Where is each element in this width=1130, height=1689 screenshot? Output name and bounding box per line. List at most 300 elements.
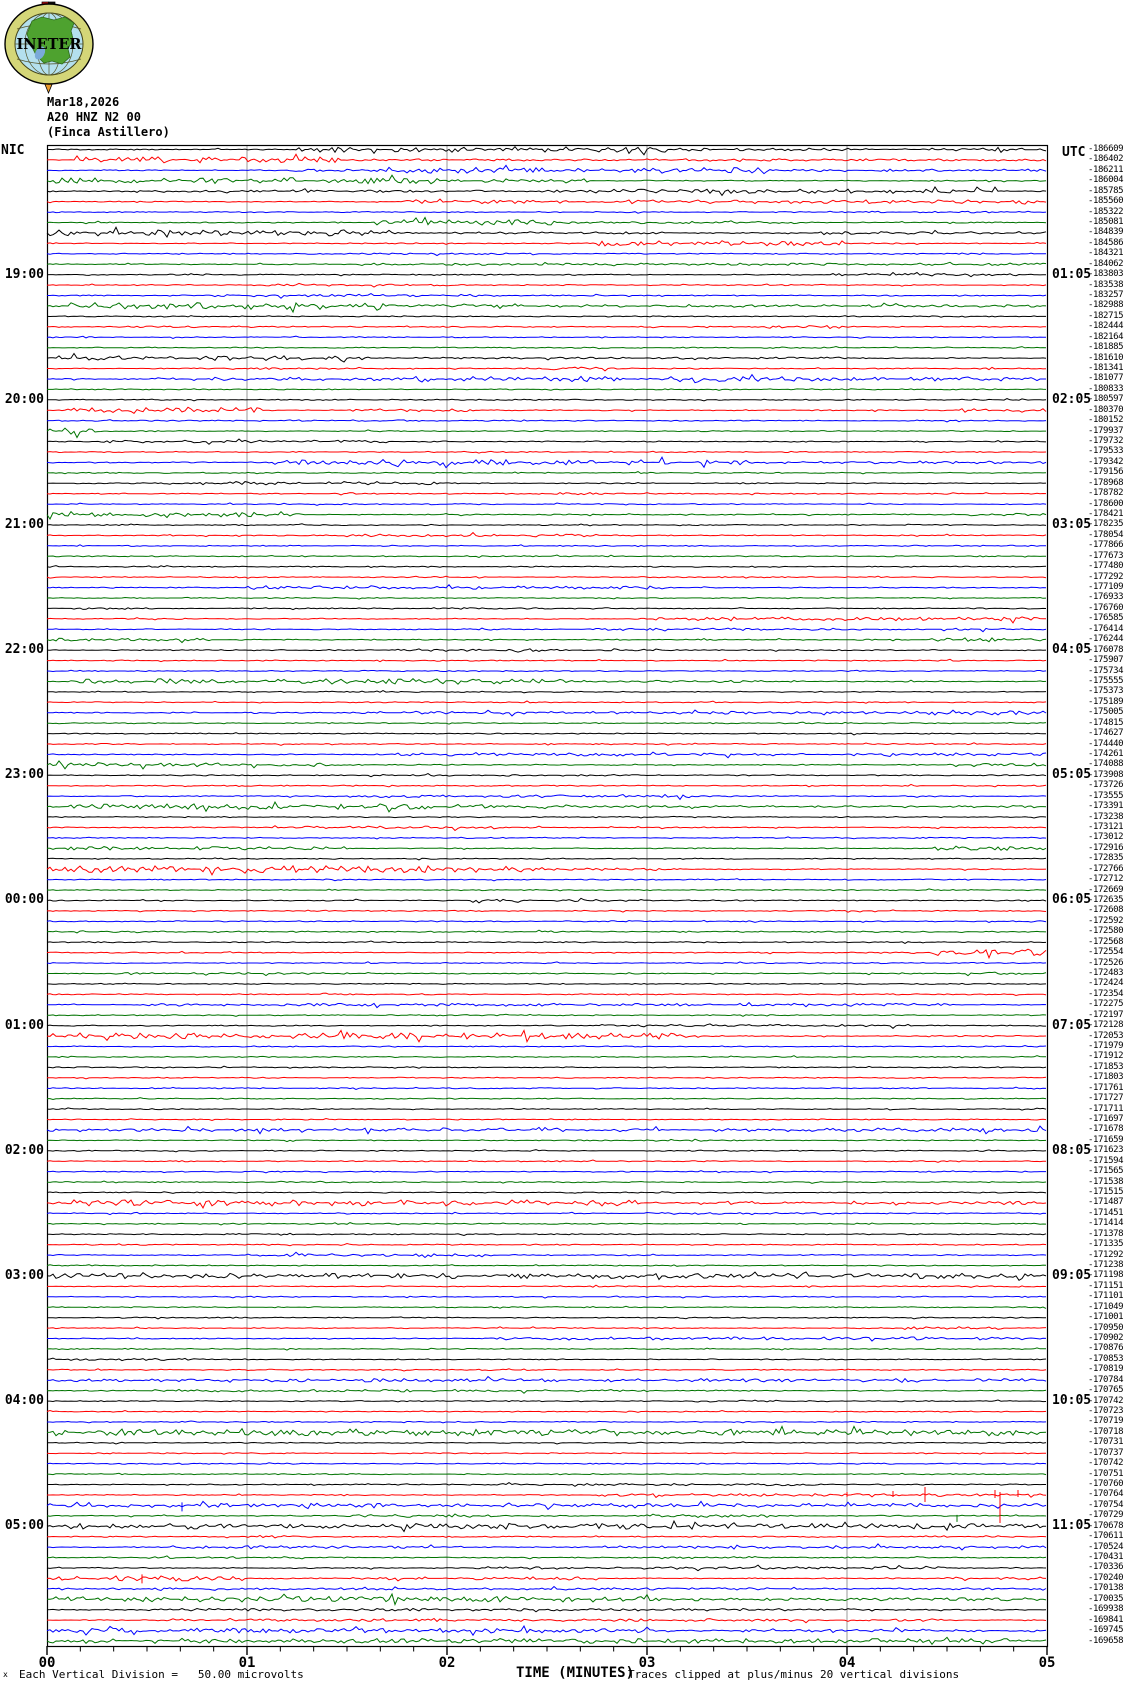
seismo-trace	[47, 930, 1046, 933]
seismo-trace	[47, 1348, 1046, 1350]
seismo-trace	[47, 670, 1046, 671]
seismo-trace	[47, 253, 1046, 256]
utc-time-label: 03:05	[1052, 516, 1092, 532]
trace-offset-label: -170754	[1088, 1499, 1124, 1510]
trace-offset-label: -171803	[1088, 1072, 1124, 1083]
seismo-trace	[47, 993, 1046, 995]
seismo-trace	[47, 733, 1046, 735]
trace-offset-label: -171101	[1088, 1291, 1124, 1302]
seismo-trace	[47, 367, 1046, 371]
utc-time-label: 04:05	[1052, 642, 1092, 658]
seismo-trace	[47, 1618, 1046, 1622]
seismo-trace	[47, 347, 1046, 349]
trace-offset-label: -169745	[1088, 1625, 1124, 1636]
seismo-trace	[47, 1252, 1046, 1257]
seismo-trace	[47, 1200, 1046, 1208]
trace-offset-label: -172526	[1088, 957, 1124, 968]
trace-offset-label: -177292	[1088, 571, 1124, 582]
seismo-trace	[47, 1066, 1046, 1068]
utc-time-label: 07:05	[1052, 1017, 1092, 1033]
seismo-trace	[47, 1411, 1046, 1413]
trace-offset-label: -176244	[1088, 634, 1124, 645]
trace-offset-label: -176760	[1088, 602, 1124, 613]
trace-offset-label: -183538	[1088, 279, 1124, 290]
seismo-trace	[47, 1494, 1046, 1498]
seismo-trace	[47, 399, 1046, 401]
seismo-trace	[47, 1244, 1046, 1246]
seismo-trace	[47, 439, 1046, 444]
utc-time-label: 01:05	[1052, 266, 1092, 282]
trace-offset-label: -178600	[1088, 498, 1124, 509]
trace-offset-label: -171487	[1088, 1197, 1124, 1208]
record-date: Mar18,2026	[47, 95, 120, 109]
utc-time-label: 02:05	[1052, 391, 1092, 407]
seismo-trace	[47, 617, 1046, 623]
trace-offset-label: -170737	[1088, 1447, 1124, 1458]
x-axis-tick-label: 05	[1038, 1655, 1056, 1671]
seismo-trace	[47, 154, 1046, 163]
trace-offset-label: -172835	[1088, 853, 1124, 864]
trace-offset-label: -180833	[1088, 383, 1124, 394]
trace-offset-label: -173238	[1088, 811, 1124, 822]
x-axis-tick-label: 03	[638, 1655, 656, 1671]
trace-offset-label: -171912	[1088, 1051, 1124, 1062]
seismo-trace	[47, 407, 1046, 413]
trace-offset-label: -180597	[1088, 394, 1124, 405]
trace-offset-label: -171623	[1088, 1145, 1124, 1156]
seismo-trace	[47, 1514, 1046, 1517]
trace-offset-label: -172580	[1088, 926, 1124, 937]
trace-offset-label: -173555	[1088, 790, 1124, 801]
trace-offset-label: -173908	[1088, 769, 1124, 780]
local-time-label: 21:00	[4, 516, 44, 532]
trace-offset-label: -174440	[1088, 738, 1124, 749]
trace-offset-label: -170240	[1088, 1572, 1124, 1583]
seismo-trace	[47, 545, 1046, 547]
local-time-label: 19:00	[4, 266, 44, 282]
trace-offset-label: -184321	[1088, 248, 1124, 259]
seismo-trace	[47, 1098, 1046, 1100]
trace-offset-label: -175373	[1088, 686, 1124, 697]
trace-offset-label: -171198	[1088, 1270, 1124, 1281]
seismo-trace	[47, 972, 1046, 976]
trace-offset-label: -186609	[1088, 144, 1124, 154]
trace-offset-label: -171001	[1088, 1312, 1124, 1323]
trace-offset-label: -179533	[1088, 446, 1124, 457]
seismo-trace	[47, 1024, 1046, 1028]
seismo-trace	[47, 1426, 1046, 1435]
trace-offset-label: -180370	[1088, 404, 1124, 415]
seismo-trace	[47, 1265, 1046, 1267]
seismo-trace	[47, 659, 1046, 661]
trace-offset-label: -170764	[1088, 1489, 1124, 1500]
trace-offset-label: -169658	[1088, 1635, 1124, 1646]
trace-offset-label: -174627	[1088, 728, 1124, 739]
seismo-trace	[47, 1014, 1046, 1016]
seismo-trace	[47, 175, 1046, 184]
seismo-trace	[47, 389, 1046, 391]
vertical-division-note	[19, 1668, 304, 1681]
trace-offset-label: -170876	[1088, 1343, 1124, 1354]
seismo-trace	[47, 211, 1046, 213]
trace-offset-label: -175734	[1088, 665, 1124, 676]
trace-offset-label: -171335	[1088, 1239, 1124, 1250]
trace-offset-label: -170723	[1088, 1406, 1124, 1417]
trace-offset-label: -185785	[1088, 185, 1124, 196]
seismo-trace	[47, 761, 1046, 769]
local-time-label: 22:00	[4, 642, 44, 658]
trace-offset-label: -171151	[1088, 1280, 1124, 1291]
seismo-trace	[47, 1369, 1046, 1371]
trace-offset-label: -171979	[1088, 1040, 1124, 1051]
utc-time-label: 08:05	[1052, 1142, 1092, 1158]
seismo-trace	[47, 1181, 1046, 1183]
seismo-trace	[47, 227, 1046, 237]
seismo-trace	[47, 283, 1046, 287]
trace-offset-label: -170902	[1088, 1333, 1124, 1344]
seismo-trace	[47, 1637, 1046, 1644]
seismo-trace	[47, 354, 1046, 363]
seismo-trace	[47, 1126, 1046, 1134]
seismo-trace	[47, 1587, 1046, 1591]
trace-offset-label: -171853	[1088, 1061, 1124, 1072]
seismo-trace	[47, 147, 1046, 155]
trace-offset-label: -172712	[1088, 874, 1124, 885]
local-time-label: 00:00	[4, 892, 44, 908]
seismo-trace	[47, 585, 1046, 590]
local-time-label: 20:00	[4, 391, 44, 407]
trace-offset-label: -185081	[1088, 217, 1124, 227]
trace-offset-label: -170431	[1088, 1552, 1124, 1563]
seismo-trace	[47, 1285, 1046, 1287]
trace-offset-label: -172275	[1088, 999, 1124, 1010]
seismo-trace	[47, 303, 1046, 312]
local-time-label: 03:00	[4, 1267, 44, 1283]
trace-offset-label: -171378	[1088, 1228, 1124, 1239]
seismo-trace	[47, 1077, 1046, 1079]
seismo-trace	[47, 898, 1046, 903]
seismo-trace	[47, 1233, 1046, 1235]
trace-offset-label: -182164	[1088, 331, 1124, 342]
trace-offset-label: -170678	[1088, 1520, 1124, 1531]
seismo-trace	[47, 1087, 1046, 1089]
seismo-trace	[47, 889, 1046, 891]
seismo-trace	[47, 1119, 1046, 1121]
trace-offset-label: -175907	[1088, 655, 1124, 666]
station-code: A20 HNZ N2 00	[47, 110, 141, 124]
trace-offset-label: -178054	[1088, 529, 1124, 540]
seismo-trace	[47, 273, 1046, 277]
trace-offset-label: -170731	[1088, 1437, 1124, 1448]
logo-org-text: INETER	[16, 36, 82, 53]
seismo-trace	[47, 493, 1046, 495]
seismo-trace	[47, 802, 1046, 812]
seismo-trace	[47, 1358, 1046, 1361]
trace-offset-label: -170611	[1088, 1531, 1124, 1542]
trace-offset-label: -172197	[1088, 1009, 1124, 1020]
seismo-trace	[47, 1535, 1046, 1538]
seismo-trace	[47, 1626, 1046, 1635]
seismo-trace	[47, 795, 1046, 800]
seismo-trace	[47, 1192, 1046, 1194]
trace-offset-label: -181610	[1088, 352, 1124, 363]
seismo-trace	[47, 784, 1046, 787]
x-axis-tick-label: 04	[838, 1655, 856, 1671]
trace-offset-label: -170760	[1088, 1479, 1124, 1490]
seismo-trace	[47, 482, 1046, 485]
trace-offset-label: -179732	[1088, 436, 1124, 447]
seismo-trace	[47, 1306, 1046, 1308]
x-axis-title: TIME (MINUTES)	[516, 1665, 635, 1681]
seismo-trace	[47, 294, 1046, 299]
trace-offset-label: -178235	[1088, 519, 1124, 530]
trace-offset-label: -177109	[1088, 582, 1124, 593]
trace-offset-label: -186402	[1088, 154, 1124, 165]
seismo-trace	[47, 1150, 1046, 1152]
seismo-trace	[47, 1139, 1046, 1141]
trace-offset-label: -169938	[1088, 1604, 1124, 1615]
trace-offset-label: -176078	[1088, 644, 1124, 655]
trace-offset-label: -172128	[1088, 1020, 1124, 1031]
seismo-trace	[47, 628, 1046, 632]
trace-offset-label: -185560	[1088, 196, 1124, 207]
footer-marker: x	[3, 1670, 8, 1679]
seismo-trace	[47, 941, 1046, 943]
trace-offset-label: -170765	[1088, 1385, 1124, 1396]
seismo-trace	[47, 503, 1046, 506]
trace-offset-label: -181885	[1088, 342, 1124, 353]
trace-offset-label: -178421	[1088, 509, 1124, 520]
seismo-trace	[47, 420, 1046, 422]
trace-offset-label: -171538	[1088, 1176, 1124, 1187]
trace-offset-label: -173012	[1088, 832, 1124, 843]
seismo-trace	[47, 1556, 1046, 1559]
utc-time-label: 11:05	[1052, 1518, 1092, 1534]
trace-offset-label: -182444	[1088, 321, 1124, 332]
seismo-trace	[47, 187, 1046, 195]
local-time-label: 23:00	[4, 767, 44, 783]
clip-note: Traces clipped at plus/minus 20 vertical divisions	[628, 1668, 960, 1681]
seismo-trace	[47, 1031, 1046, 1042]
seismo-trace	[47, 1046, 1046, 1048]
x-axis-tick-label: 02	[438, 1655, 456, 1671]
utc-time-label: 05:05	[1052, 767, 1092, 783]
trace-offset-label: -171659	[1088, 1134, 1124, 1145]
trace-offset-label: -170751	[1088, 1468, 1124, 1479]
seismo-trace	[47, 949, 1046, 958]
trace-offset-label: -171565	[1088, 1166, 1124, 1177]
trace-offset-label: -172916	[1088, 842, 1124, 853]
trace-offset-label: -171238	[1088, 1260, 1124, 1271]
seismo-trace	[47, 451, 1046, 453]
seismo-trace	[47, 512, 1046, 519]
trace-offset-label: -173726	[1088, 780, 1124, 791]
trace-offset-label: -171414	[1088, 1218, 1124, 1229]
seismo-trace	[47, 1317, 1046, 1319]
seismo-trace	[47, 701, 1046, 703]
trace-offset-label: -181077	[1088, 373, 1124, 384]
trace-offset-label: -172635	[1088, 894, 1124, 905]
seismo-trace	[47, 1501, 1046, 1509]
trace-offset-label: -182988	[1088, 300, 1124, 311]
trace-offset-label: -170035	[1088, 1593, 1124, 1604]
trace-offset-label: -170729	[1088, 1510, 1124, 1521]
seismo-trace	[47, 858, 1046, 860]
trace-offset-label: -170336	[1088, 1562, 1124, 1573]
seismo-trace	[47, 428, 1046, 437]
seismo-trace	[47, 533, 1046, 537]
x-axis-tick-label: 01	[238, 1655, 256, 1671]
seismo-trace	[47, 920, 1046, 922]
seismo-trace	[47, 1056, 1046, 1058]
local-time-label: 05:00	[4, 1518, 44, 1534]
local-time-label: 02:00	[4, 1142, 44, 1158]
seismo-trace	[47, 524, 1046, 526]
seismo-trace	[47, 316, 1046, 318]
trace-offset-label: -179342	[1088, 456, 1124, 467]
trace-offset-label: -172483	[1088, 967, 1124, 978]
seismo-trace	[47, 1421, 1046, 1423]
trace-offset-label: -171594	[1088, 1155, 1124, 1166]
seismo-trace	[47, 597, 1046, 599]
seismo-trace	[47, 1453, 1046, 1455]
trace-offset-label: -171049	[1088, 1301, 1124, 1312]
trace-offset-label: -176933	[1088, 592, 1124, 603]
seismo-trace	[47, 649, 1046, 652]
trace-offset-label: -170718	[1088, 1426, 1124, 1437]
trace-offset-label: -177673	[1088, 550, 1124, 561]
x-axis-tick-label: 00	[38, 1655, 56, 1671]
local-time-label: 04:00	[4, 1393, 44, 1409]
trace-offset-label: -184586	[1088, 237, 1124, 248]
seismo-trace	[47, 457, 1046, 467]
seismo-trace	[47, 1223, 1046, 1225]
seismo-trace	[47, 816, 1046, 818]
seismo-trace	[47, 1171, 1046, 1173]
region-label: NIC	[1, 143, 25, 158]
trace-offset-label: -170138	[1088, 1583, 1124, 1594]
trace-offset-label: -184062	[1088, 258, 1124, 269]
trace-offset-label: -176585	[1088, 613, 1124, 624]
trace-offset-label: -170950	[1088, 1322, 1124, 1333]
trace-offset-label: -174815	[1088, 717, 1124, 728]
seismo-trace	[47, 722, 1046, 724]
trace-offset-label: -170784	[1088, 1374, 1124, 1385]
trace-offset-label: -171761	[1088, 1082, 1124, 1093]
seismo-trace	[47, 1337, 1046, 1341]
seismo-trace	[47, 326, 1046, 329]
seismo-trace	[47, 375, 1046, 383]
trace-offset-label: -174088	[1088, 759, 1124, 770]
seismo-trace	[47, 472, 1046, 474]
trace-offset-label: -173121	[1088, 821, 1124, 832]
trace-offset-label: -171515	[1088, 1187, 1124, 1197]
trace-offset-label: -172424	[1088, 978, 1124, 989]
seismo-trace	[47, 241, 1046, 246]
seismo-trace	[47, 1442, 1046, 1444]
trace-offset-label: -169841	[1088, 1614, 1124, 1625]
seismo-trace	[47, 866, 1046, 875]
trace-offset-label: -181341	[1088, 363, 1124, 374]
seismo-trace	[47, 1594, 1046, 1604]
seismo-trace	[47, 1521, 1046, 1531]
trace-offset-label: -171697	[1088, 1113, 1124, 1124]
trace-offset-label: -178782	[1088, 488, 1124, 499]
trace-offset-label: -172568	[1088, 936, 1124, 947]
trace-offset-label: -172592	[1088, 915, 1124, 926]
trace-offset-label: -172053	[1088, 1030, 1124, 1041]
trace-offset-label: -170853	[1088, 1353, 1124, 1364]
trace-offset-label: -172554	[1088, 947, 1124, 958]
seismo-trace	[47, 962, 1046, 964]
trace-offset-label: -179156	[1088, 467, 1124, 478]
trace-offset-label: -185322	[1088, 206, 1124, 217]
trace-offset-label: -186004	[1088, 175, 1124, 186]
seismo-trace	[47, 837, 1046, 839]
seismo-trace	[47, 743, 1046, 746]
vertical-division-label: Each Vertical Division =	[19, 1668, 178, 1681]
seismo-trace	[47, 1483, 1046, 1487]
seismo-trace	[47, 1463, 1046, 1465]
seismo-trace	[47, 1565, 1046, 1571]
utc-header-label: UTC	[1062, 145, 1086, 160]
trace-offset-label: -175189	[1088, 696, 1124, 707]
seismo-trace	[47, 679, 1046, 685]
trace-offset-label: -170819	[1088, 1364, 1124, 1375]
seismo-trace	[47, 752, 1046, 758]
seismo-trace	[47, 608, 1046, 610]
seismo-trace	[47, 1272, 1046, 1280]
seismo-trace	[47, 826, 1046, 831]
trace-offset-label: -175555	[1088, 675, 1124, 686]
trace-offset-label: -176414	[1088, 623, 1124, 634]
seismo-trace	[47, 1160, 1046, 1162]
seismo-trace	[47, 910, 1046, 912]
trace-offset-label: -173391	[1088, 801, 1124, 812]
trace-offset-label: -172669	[1088, 884, 1124, 895]
seismo-trace	[47, 1212, 1046, 1214]
seismo-trace	[47, 1473, 1046, 1474]
trace-offset-label: -171711	[1088, 1103, 1124, 1114]
trace-offset-label: -171451	[1088, 1207, 1124, 1218]
trace-offset-label: -177480	[1088, 561, 1124, 572]
utc-time-label: 10:05	[1052, 1393, 1092, 1409]
trace-offset-label: -172354	[1088, 988, 1124, 999]
trace-offset-label: -171727	[1088, 1093, 1124, 1104]
trace-offset-label: -180152	[1088, 415, 1124, 426]
seismo-trace	[47, 846, 1046, 850]
seismo-trace	[47, 1108, 1046, 1110]
trace-offset-label: -183803	[1088, 269, 1124, 280]
seismo-trace	[47, 983, 1046, 984]
seismo-trace	[47, 566, 1046, 568]
seismo-trace	[47, 1296, 1046, 1298]
seismo-trace	[47, 1389, 1046, 1393]
seismo-trace	[47, 1400, 1046, 1402]
trace-offset-label: -172608	[1088, 905, 1124, 916]
seismo-trace	[47, 1377, 1046, 1383]
trace-offset-label: -178968	[1088, 477, 1124, 488]
trace-offset-label: -183257	[1088, 290, 1124, 301]
seismo-trace	[47, 555, 1046, 558]
seismo-trace	[47, 1576, 1046, 1581]
trace-offset-label: -170742	[1088, 1395, 1124, 1406]
trace-offset-label: -179937	[1088, 425, 1124, 436]
trace-offset-label: -175005	[1088, 707, 1124, 718]
seismo-trace	[47, 691, 1046, 693]
seismo-trace	[47, 774, 1046, 777]
trace-offset-label: -172766	[1088, 863, 1124, 874]
